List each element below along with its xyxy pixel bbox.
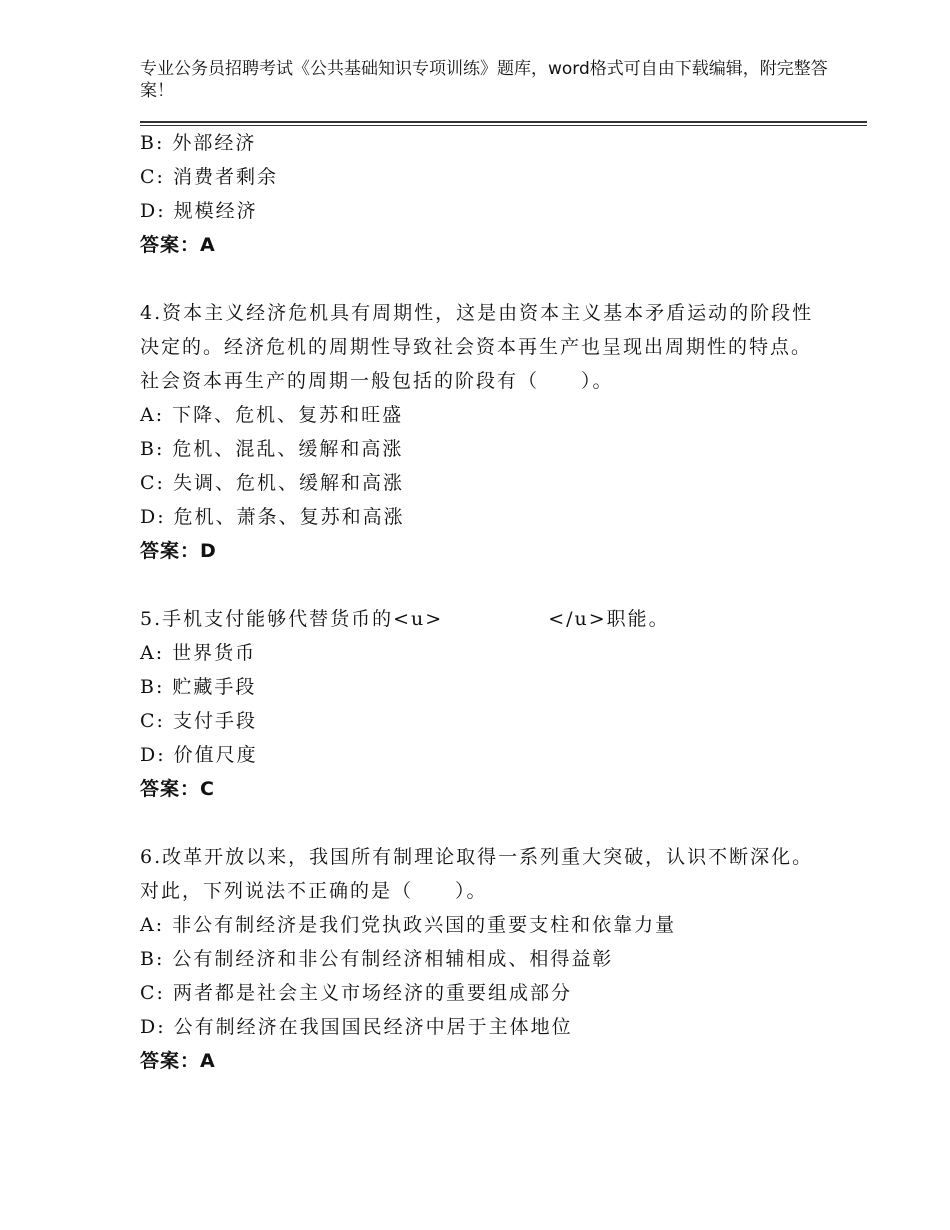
option-text: 非公有制经济是我们党执政兴国的重要支柱和依靠力量: [172, 914, 677, 936]
option-prefix: B:: [140, 132, 165, 154]
option-text: 危机、萧条、复苏和高涨: [173, 506, 405, 528]
option-prefix: C:: [140, 166, 165, 188]
option-b: [140, 126, 820, 160]
spacer: [140, 806, 820, 840]
option-prefix: C:: [140, 982, 165, 1004]
option-c: [140, 976, 820, 1010]
option-text: 贮藏手段: [172, 676, 257, 698]
option-prefix: A:: [140, 404, 165, 426]
option-prefix: B:: [140, 438, 165, 460]
option-prefix: D:: [140, 200, 166, 222]
option-d: [140, 194, 820, 228]
option-text: 公有制经济和非公有制经济相辅相成、相得益彰: [172, 948, 614, 970]
question-5-text: 5.手机支付能够代替货币的<u> </u>职能。: [140, 608, 670, 630]
option-text: 消费者剩余: [172, 166, 278, 188]
option-b: [140, 942, 820, 976]
option-text: 世界货币: [172, 642, 257, 664]
page-header: 专业公务员招聘考试《公共基础知识专项训练》题库，word格式可自由下载编辑，附完整答案！: [140, 59, 828, 101]
option-text: 下降、危机、复苏和旺盛: [172, 404, 404, 426]
option-d: [140, 1010, 820, 1044]
option-a: [140, 908, 820, 942]
option-prefix: D:: [140, 506, 166, 528]
option-c: [140, 704, 820, 738]
spacer: [140, 262, 820, 296]
option-b: [140, 432, 820, 466]
option-text: 公有制经济在我国国民经济中居于主体地位: [173, 1016, 573, 1038]
answer-label: 答案：A: [140, 234, 216, 256]
option-text: 价值尺度: [173, 744, 258, 766]
answer-label: 答案：A: [140, 1050, 216, 1072]
option-prefix: B:: [140, 948, 165, 970]
option-c: [140, 466, 820, 500]
answer-label: 答案：C: [140, 778, 215, 800]
option-c: [140, 160, 820, 194]
option-a: [140, 398, 820, 432]
option-d: [140, 738, 820, 772]
header-divider: [140, 121, 867, 123]
option-prefix: D:: [140, 1016, 166, 1038]
question-6-text: 6.改革开放以来，我国所有制理论取得一系列重大突破，认识不断深化。对此，下列说法不正确的是（ ）。: [140, 846, 814, 902]
option-prefix: C:: [140, 710, 165, 732]
question-content: [140, 126, 820, 1078]
option-b: [140, 670, 820, 704]
option-prefix: A:: [140, 914, 165, 936]
option-text: 规模经济: [173, 200, 258, 222]
option-d: [140, 500, 820, 534]
option-text: 危机、混乱、缓解和高涨: [172, 438, 404, 460]
option-text: 支付手段: [172, 710, 257, 732]
option-prefix: C:: [140, 472, 165, 494]
option-text: 外部经济: [172, 132, 257, 154]
spacer: [140, 568, 820, 602]
option-prefix: A:: [140, 642, 165, 664]
option-text: 失调、危机、缓解和高涨: [172, 472, 404, 494]
option-prefix: B:: [140, 676, 165, 698]
option-a: [140, 636, 820, 670]
answer-label: 答案：D: [140, 540, 217, 562]
question-4-text: 4.资本主义经济危机具有周期性，这是由资本主义基本矛盾运动的阶段性决定的。经济危机的周期性导致社会资本再生产也呈现出周期性的特点。社会资本再生产的周期一般包括的阶段有（ ）。: [140, 302, 814, 392]
option-text: 两者都是社会主义市场经济的重要组成部分: [172, 982, 572, 1004]
option-prefix: D:: [140, 744, 166, 766]
